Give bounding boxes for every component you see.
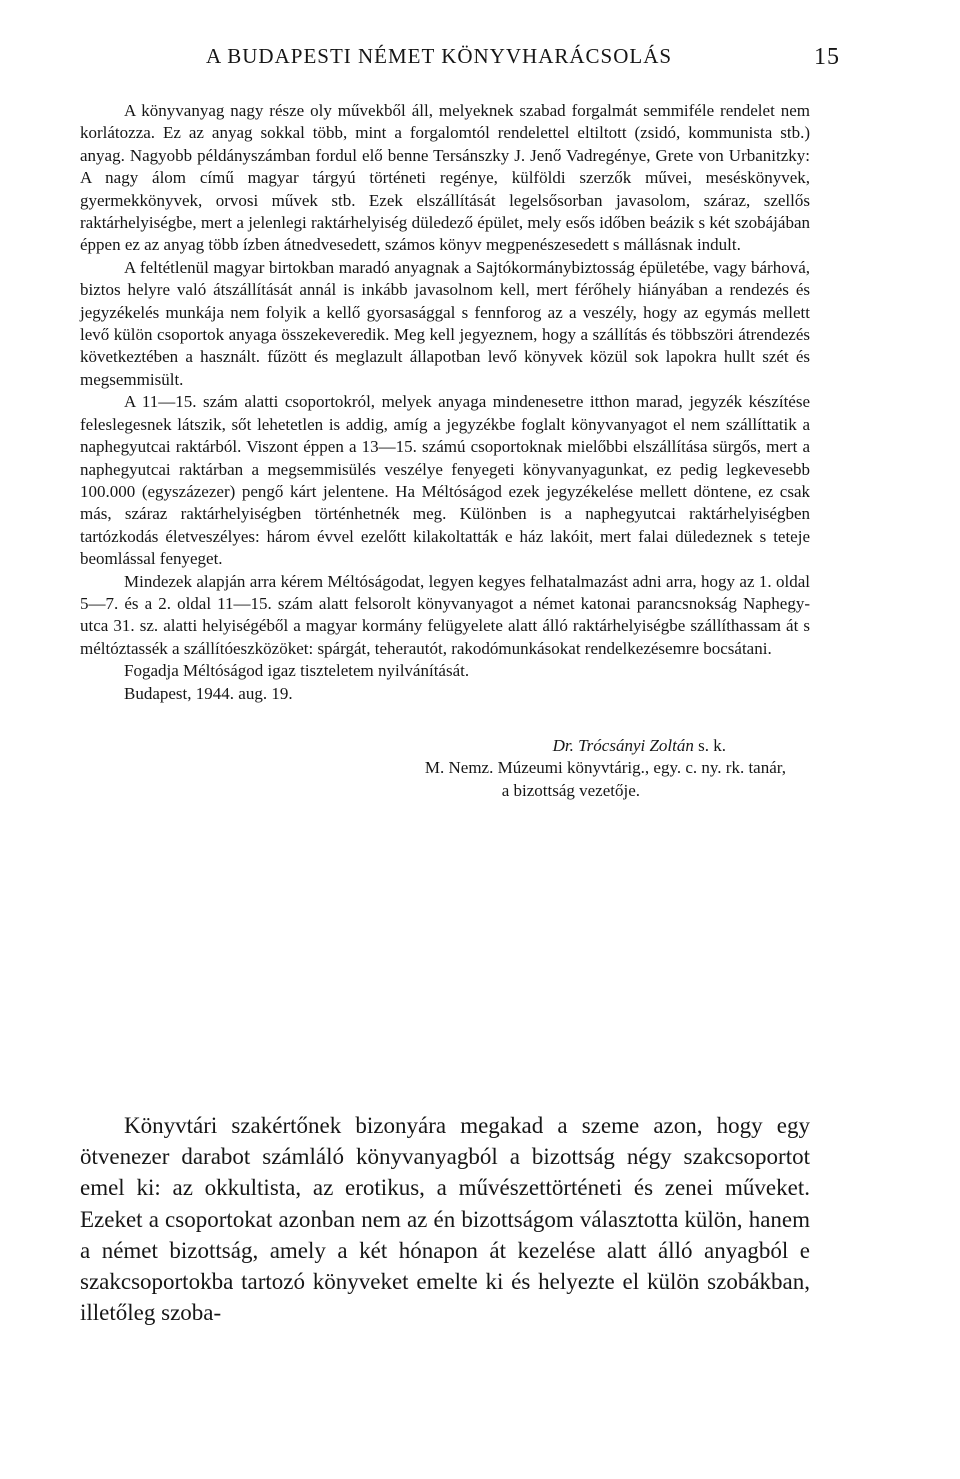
letter-paragraph: A könyvanyag nagy része oly művekből áll, melyeknek szabad forgalmát semmiféle rendelet nem korlátozza. Ez az anyag sokkal több, mint a forgalomtól rendelettel eltiltott (zsidó, kommunista stb.) anyag. Nagyobb példányszámban fordul elő benne Tersánszky J. Jenő Vadregénye, Grete von Urbanitzky: A nagy álom című magyar tárgyú történeti regénye, külföldi szerzők művei, meséskönyvek, gyermekkönyvek, orvosi művek stb. Ezek elszállítását legelsősorban javasolom, száraz, szellős raktárhelyiségbe, mert a jelenlegi raktárhelyiség düledező épület, mely esős időben beázik s két szobájában éppen ez az anyag több ízben átnedvesedett, számos könyv megpenészesedett s mállásnak indult. xyxy=(80,101,810,255)
running-header xyxy=(118,44,840,74)
signature-role: a bizottság vezetője. xyxy=(501,780,640,800)
running-title: A BUDAPESTI NÉMET KÖNYVHARÁCSOLÁS xyxy=(206,44,673,68)
signature-suffix: s. k. xyxy=(693,735,726,755)
signature-name: Dr. Trócsányi Zoltán xyxy=(552,735,694,755)
letter-paragraph: A 11—15. szám alatti csoportokról, melyek anyaga mindenesetre itthon marad, jegyzék készítése feleslegesnek látszik, sőt lehetetlen is addig, amíg a jegyzékbe foglalt könyvanyagot el nem szállíttatik a naphegyutcai raktárból. Viszont éppen a 13—15. számú csoportoknak mielőbbi elszállítása sürgős, mert a naphegyutcai raktárban a megsemmisülés veszélye fenyegeti könyvanyagunkat, ez pedig legkevesebb 100.000 (egyszázezer) pengő kárt jelentene. Ha Méltóságod ezek jegyzékelése mellett döntene, ez csak más, száraz raktárhelyiségben történhetnék meg. Különben is a naphegyutcai raktárhelyiségben tartózkodás életveszélyes: három évvel ezelőtt kilakoltatták e ház lakóit, mert falai düledeznek s teteje beomlással fenyeget. xyxy=(80,392,810,569)
body-paragraph: Könyvtári szakértőnek bizonyára megakad a szeme azon, hogy egy ötvenezer darabot számláló könyvanyagból a bizottság négy szakcsoportot emel ki: az okkultista, az erotikus, a művészettörténeti és zenei műveket. Ezeket a csoportokat azonban nem az én bizottságom választotta külön, hanem a német bizottság, amely a két hónapon át kezelése alatt álló anyagból e szakcsoportokba tartozó könyveket emelte ki és helyezte el külön szobákban, illetőleg szoba- xyxy=(80,1113,810,1326)
letter-date: Budapest, 1944. aug. 19. xyxy=(124,683,293,703)
letter-closing: Fogadja Méltóságod igaz tiszteletem nyilvánítását. xyxy=(124,661,470,681)
signature-line xyxy=(80,735,810,757)
body-text xyxy=(80,1110,810,1328)
letter-paragraph: A feltétlenül magyar birtokban maradó anyagnak a Sajtókormánybiztosság épületébe, vagy bárhová, biztos helyre való átszállítását annál is inkább javasolnom kell, mert férőhely hiányában a rendezés és jegyzékelés munkája nem folyik a kellő gyorsasággal s fennforog az a veszély, hogy az egymás mellett levő külön csoportok anyaga összekeveredik. Meg kell jegyeznem, hogy a szállítás és többszöri átrendezés következtében a használt. fűzött és meglazult állapotban levő könyvek közül sok lapokra hullt szét és megsemmisült. xyxy=(80,257,810,389)
quoted-letter xyxy=(80,100,810,802)
signature-title: M. Nemz. Múzeumi könyvtárig., egy. c. ny. rk. tanár, xyxy=(424,758,786,778)
letter-paragraph: Mindezek alapján arra kérem Méltóságodat, legyen kegyes felhatalmazást adni arra, hogy az 1. oldal 5—7. és a 2. oldal 11—15. szám alatt felsorolt könyvanyagot a német katonai parancsnokság Naphegy-utca 31. sz. alatti helyiségéből a magyar kormány felügyelete alatt álló raktárhelyiségbe szállíthassam át s méltóztassék a szállítóeszközöket: spárgát, teherautót, rakodómunkásokat rendelkezésemre bocsátani. xyxy=(80,571,810,658)
page-number: 15 xyxy=(814,44,840,70)
